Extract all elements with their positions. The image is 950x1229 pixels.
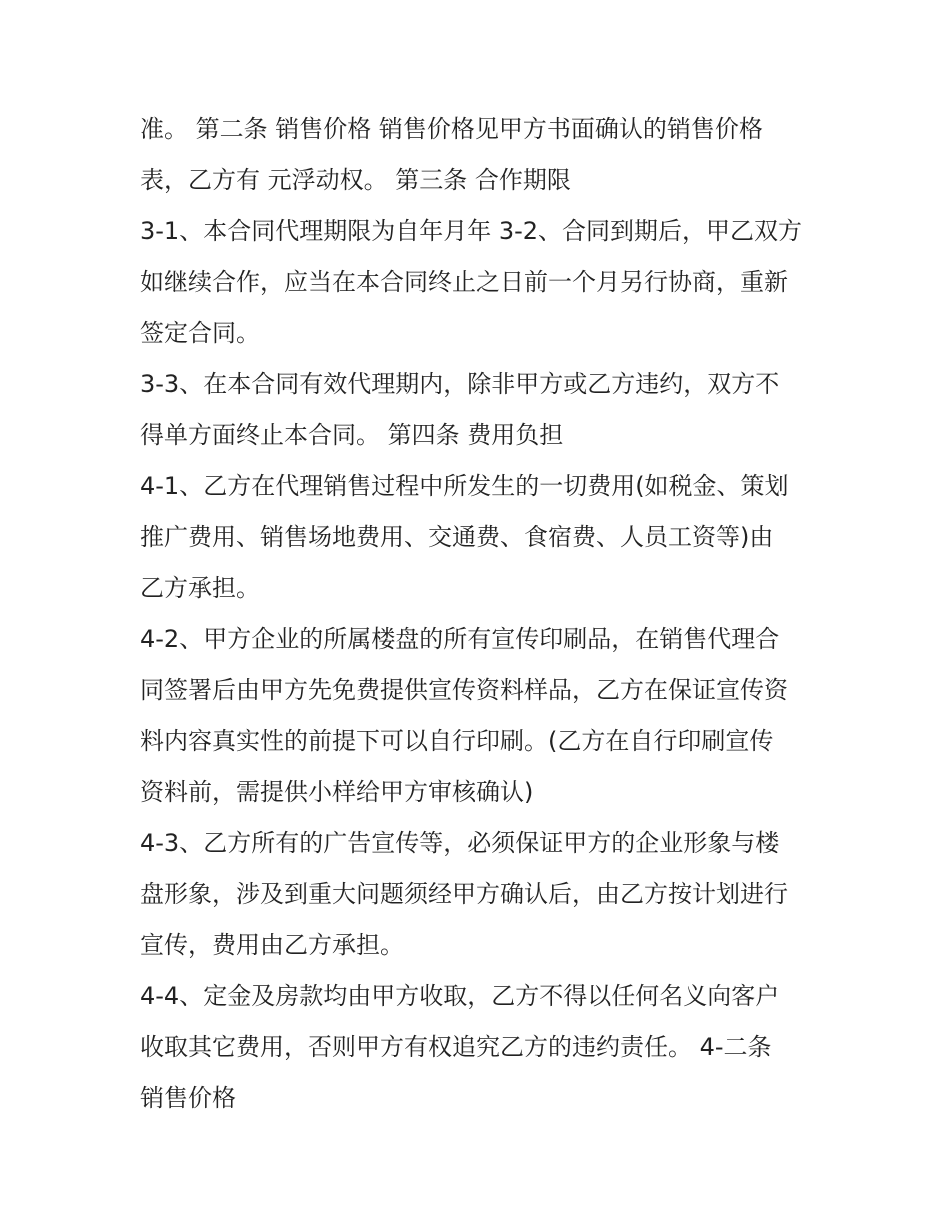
contract-text-body	[140, 104, 830, 1124]
text-line: 3-1、本合同代理期限为自年月年 3-2、合同到期后，甲乙双方	[140, 217, 803, 245]
text-line: 4-3、乙方所有的广告宣传等，必须保证甲方的企业形象与楼	[140, 829, 780, 857]
text-line: 乙方承担。	[140, 574, 260, 602]
text-line: 4-4、定金及房款均由甲方收取，乙方不得以任何名义向客户	[140, 982, 780, 1010]
text-line: 3-3、在本合同有效代理期内，除非甲方或乙方违约，双方不	[140, 370, 780, 398]
text-line: 销售价格	[140, 1084, 236, 1112]
text-line: 料内容真实性的前提下可以自行印刷。(乙方在自行印刷宣传	[140, 727, 774, 755]
text-line: 推广费用、销售场地费用、交通费、食宿费、人员工资等)由	[140, 523, 774, 551]
text-line: 如继续合作，应当在本合同终止之日前一个月另行协商，重新	[140, 268, 788, 296]
text-line: 4-1、乙方在代理销售过程中所发生的一切费用(如税金、策划	[140, 472, 789, 500]
text-line: 盘形象，涉及到重大问题须经甲方确认后，由乙方按计划进行	[140, 880, 788, 908]
text-line: 宣传，费用由乙方承担。	[140, 931, 404, 959]
text-line: 表，乙方有 元浮动权。 第三条 合作期限	[140, 166, 571, 194]
text-line: 得单方面终止本合同。 第四条 费用负担	[140, 421, 564, 449]
text-line: 资料前，需提供小样给甲方审核确认)	[140, 778, 534, 806]
text-line: 同签署后由甲方先免费提供宣传资料样品，乙方在保证宣传资	[140, 676, 788, 704]
text-line: 4-2、甲方企业的所属楼盘的所有宣传印刷品，在销售代理合	[140, 625, 780, 653]
text-line: 签定合同。	[140, 319, 260, 347]
text-line: 准。 第二条 销售价格 销售价格见甲方书面确认的销售价格	[140, 115, 763, 143]
text-line: 收取其它费用，否则甲方有权追究乙方的违约责任。 4-二条	[140, 1033, 772, 1061]
